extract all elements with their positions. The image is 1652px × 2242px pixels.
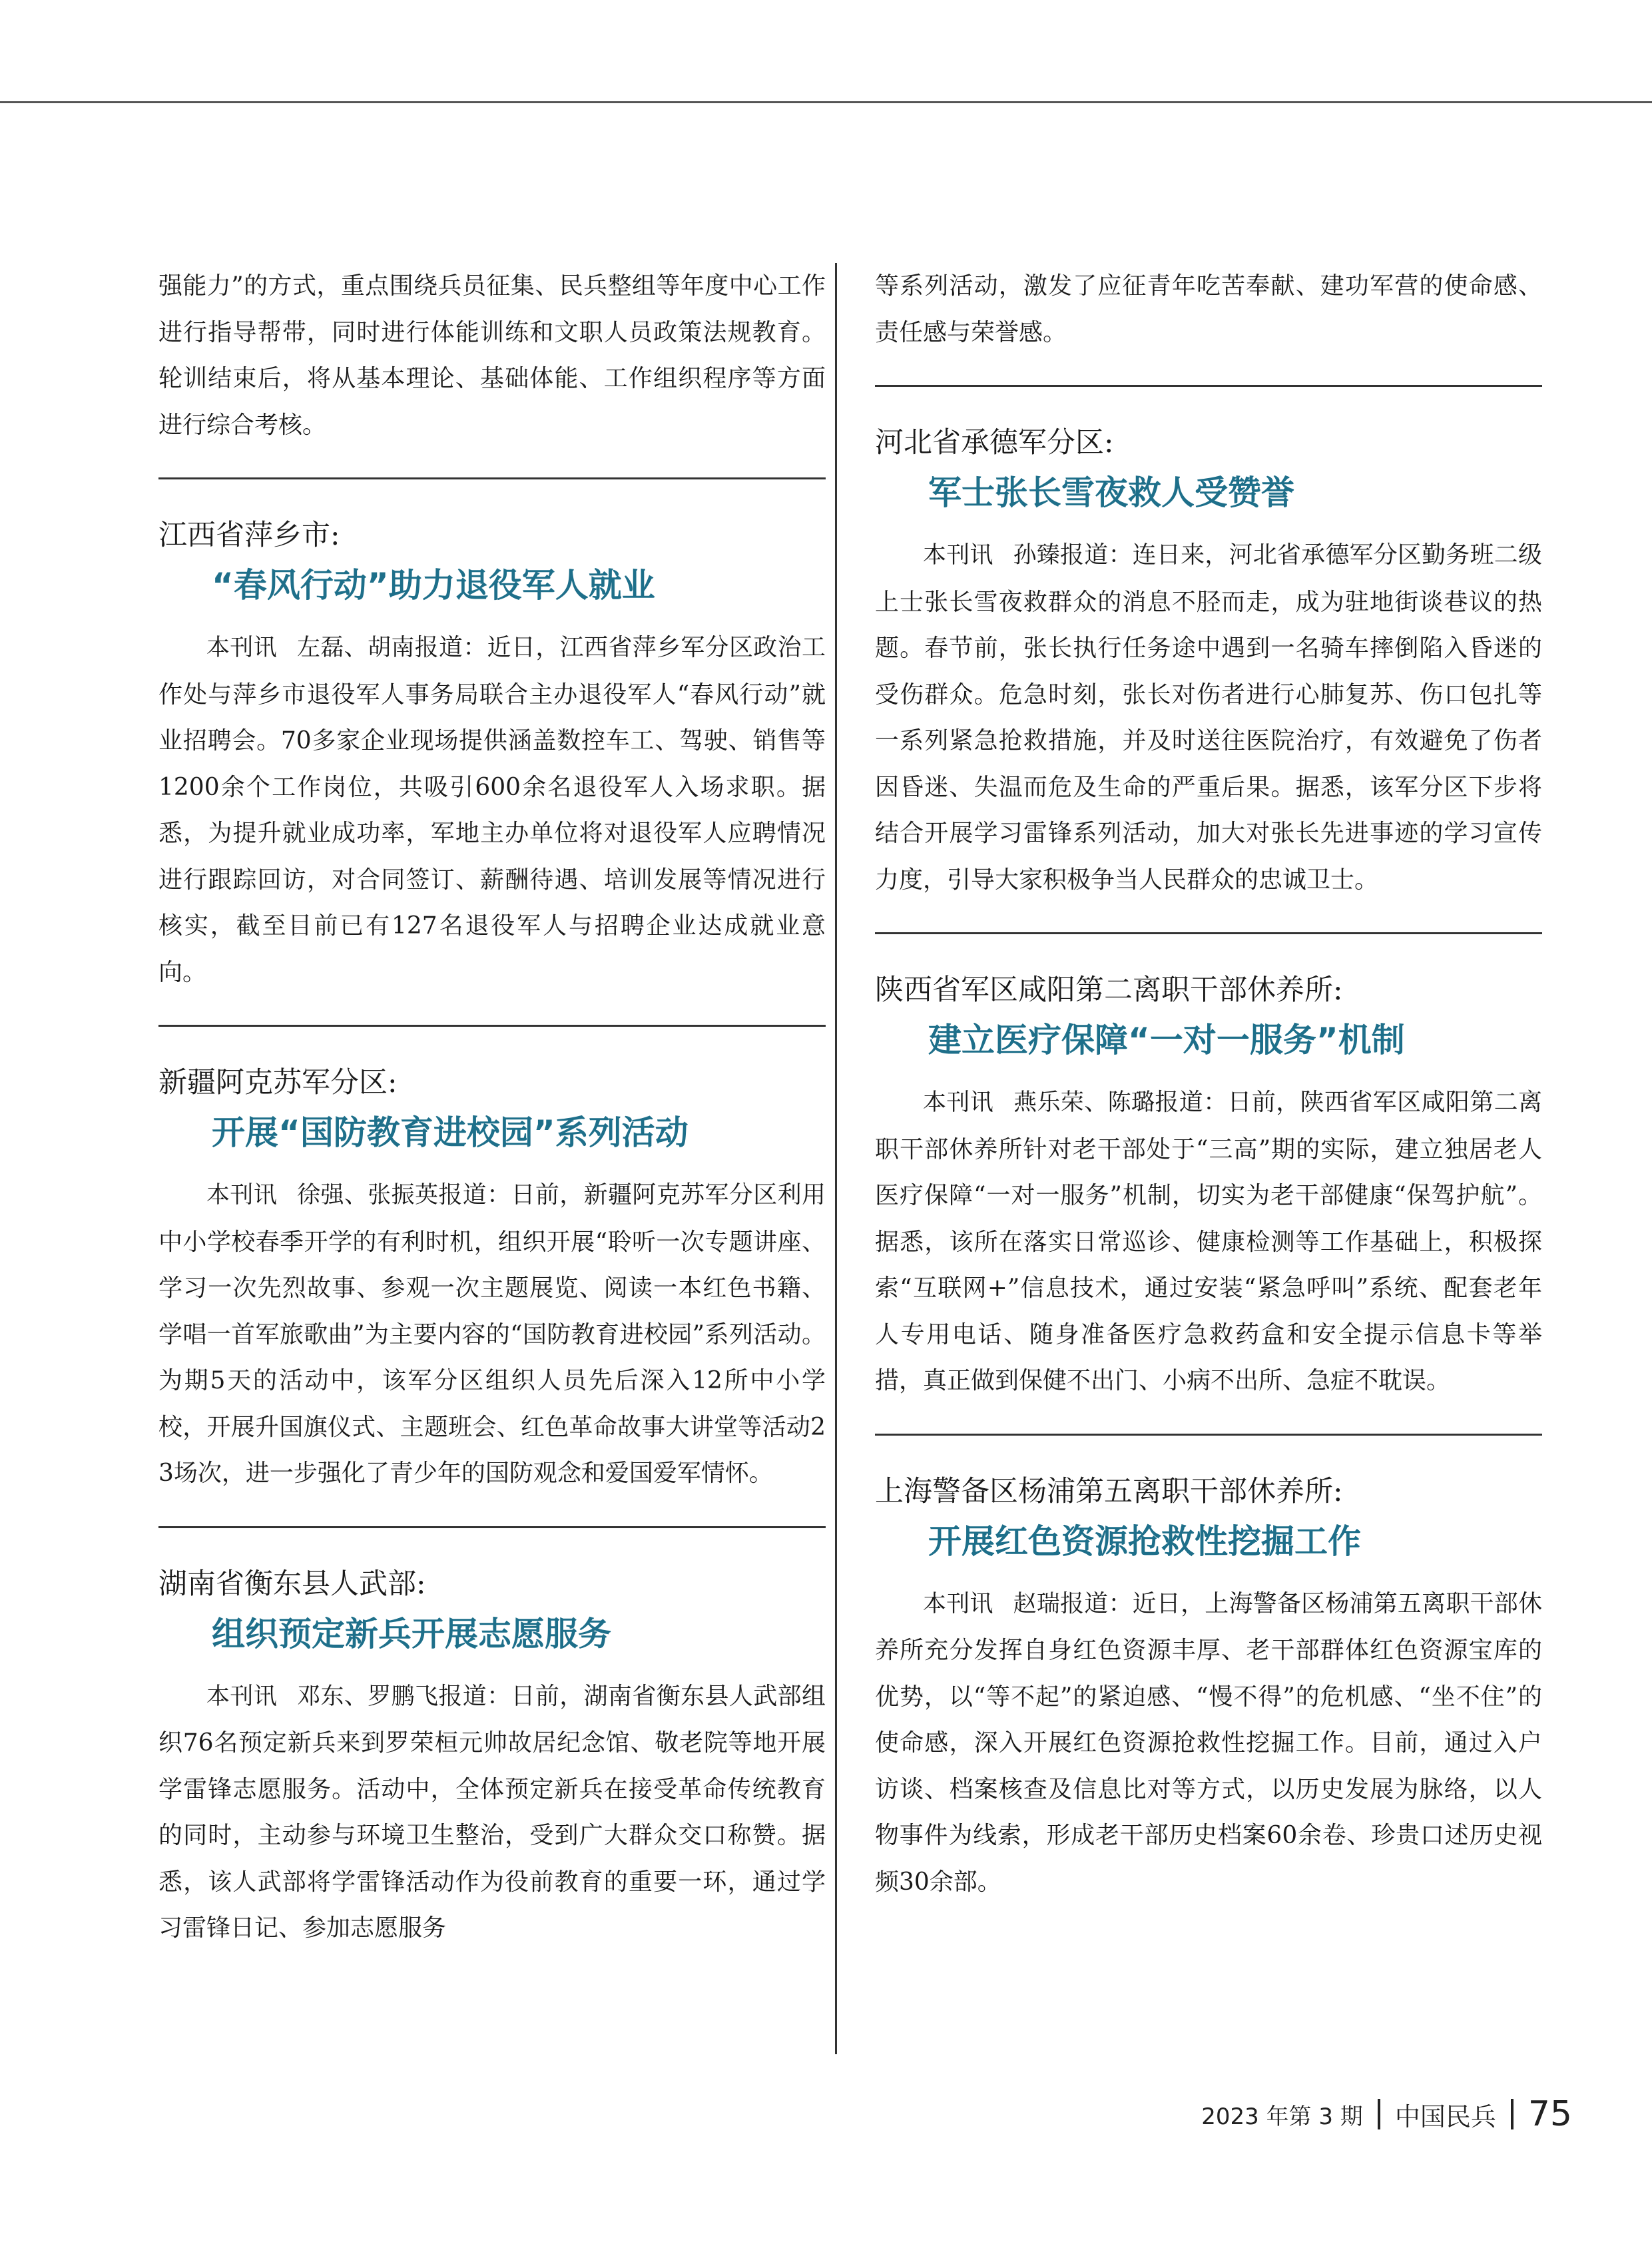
article-region: 湖南省衡东县人武部:	[158, 1567, 426, 1601]
byline-authors: 左磊、胡南	[297, 635, 415, 661]
left-intro-text: 强能力”的方式，重点围绕兵员征集、民兵整组等年度中心工作进行指导帮带，同时进行体能训练和文职人员政策法规教育。轮训结束后，将从基本理论、基础体能、工作组织程序等方面进行综合考核。	[158, 272, 826, 439]
article-text: 报道：连日来，河北省承德军分区勤务班二级上士张长雪夜救群众的消息不胫而走，成为驻地街谈巷议的热题。春节前，张长执行任务途中遇到一名骑车摔倒陷入昏迷的受伤群众。危急时刻，张长对伤者进行心肺复苏、伤口包扎等一系列紧急抢救措施，并及时送往医院治疗，有效避免了伤者因昏迷、失温而危及生命的严重后果。据悉，该军分区下步将结合开展学习雷锋系列活动，加大对张长先进事迹的学习宣传力度，引导大家积极争当人民群众的忠诚卫士。	[875, 541, 1542, 894]
left-column	[158, 263, 826, 1952]
article-shanghai	[875, 1469, 1542, 1906]
byline-authors: 孙臻	[1013, 542, 1061, 569]
section-divider	[875, 385, 1542, 387]
byline-authors: 赵瑞	[1013, 1590, 1061, 1617]
article-headline: 组织预定新兵开展志愿服务	[212, 1614, 611, 1653]
column-divider	[835, 263, 837, 2054]
article-text: 报道：日前，陕西省军区咸阳第二离职干部休养所针对老干部处于“三高”期的实际，建立独居老人医疗保障“一对一服务”机制，切实为老干部健康“保驾护航”。据悉，该所在落实日常巡诊、健康检测等工作基础上，积极探索“互联网+”信息技术，通过安装“紧急呼叫”系统、配套老年人专用电话、随身准备医疗急救药盒和安全提示信息卡等举措，真正做到保健不出门、小病不出所、急症不耽误。	[875, 1089, 1542, 1394]
byline-label: 本刊讯	[923, 542, 993, 569]
article-hunan	[158, 1561, 826, 1952]
footer-separator	[1378, 2099, 1380, 2129]
article-text: 报道：近日，上海警备区杨浦第五离职干部休养所充分发挥自身红色资源丰厚、老干部群体红色资源宝库的优势，以“等不起”的紧迫感、“慢不得”的危机感、“坐不住”的使命感，深入开展红色资源抢救性挖掘工作。目前，通过入户访谈、档案核查及信息比对等方式，以历史发展为脉络，以人物事件为线索，形成老干部历史档案60余卷、珍贵口述历史视频30余部。	[875, 1589, 1542, 1896]
article-region: 上海警备区杨浦第五离职干部休养所:	[875, 1474, 1343, 1508]
article-hebei	[875, 420, 1542, 903]
article-shaanxi	[875, 968, 1542, 1404]
article-text: 报道：近日，江西省萍乡军分区政治工作处与萍乡市退役军人事务局联合主办退役军人“春风行动”就业招聘会。70多家企业现场提供涵盖数控车工、驾驶、销售等1200余个工作岗位，共吸引600余名退役军人入场求职。据悉，为提升就业成功率，军地主办单位将对退役军人应聘情况进行跟踪回访，对合同签订、薪酬待遇、培训发展等情况进行核实，截至目前已有127名退役军人与招聘企业达成就业意向。	[158, 634, 826, 986]
byline-label: 本刊讯	[206, 1683, 278, 1710]
article-headline: “春风行动”助力退役军人就业	[212, 566, 655, 605]
page-number: 75	[1527, 2094, 1572, 2134]
footer-separator	[1511, 2099, 1514, 2129]
article-region: 江西省萍乡市:	[158, 519, 340, 552]
article-body	[158, 1673, 826, 1952]
article-text: 报道：日前，湖南省衡东县人武部组织76名预定新兵来到罗荣桓元帅故居纪念馆、敬老院等地开展学雷锋志愿服务。活动中，全体预定新兵在接受革命传统教育的同时，主动参与环境卫生整治，受到广大群众交口称赞。据悉，该人武部将学雷锋活动作为役前教育的重要一环，通过学习雷锋日记、参加志愿服务	[158, 1682, 826, 1942]
right-column	[875, 263, 1542, 1905]
byline-label: 本刊讯	[923, 1590, 993, 1617]
top-rule	[0, 101, 1652, 103]
article-headline: 开展红色资源抢救性挖掘工作	[928, 1522, 1361, 1561]
byline-authors: 邓东、罗鹏飞	[297, 1683, 439, 1710]
article-body	[875, 532, 1542, 903]
section-divider	[158, 477, 826, 479]
article-headline: 开展“国防教育进校园”系列活动	[212, 1113, 688, 1152]
article-body	[875, 1581, 1542, 1906]
section-divider	[158, 1025, 826, 1027]
article-xinjiang	[158, 1060, 826, 1497]
article-jiangxi	[158, 513, 826, 995]
article-body	[158, 625, 826, 995]
magazine-name: 中国民兵	[1394, 2102, 1496, 2131]
byline-authors: 燕乐荣、陈璐	[1013, 1089, 1155, 1116]
byline-label: 本刊讯	[923, 1089, 994, 1116]
section-divider	[875, 932, 1542, 934]
article-region: 新疆阿克苏军分区:	[158, 1066, 398, 1099]
article-body	[158, 1172, 826, 1497]
section-divider	[158, 1526, 826, 1528]
article-text: 报道：日前，新疆阿克苏军分区利用中小学校春季开学的有利时机，组织开展“聆听一次专题讲座、学习一次先烈故事、参观一次主题展览、阅读一本红色书籍、学唱一首军旅歌曲”为主要内容的“国防教育进校园”系列活动。为期5天的活动中，该军分区组织人员先后深入12所中小学校，开展升国旗仪式、主题班会、红色革命故事大讲堂等活动23场次，进一步强化了青少年的国防观念和爱国爱军情怀。	[158, 1181, 826, 1487]
article-region: 河北省承德军分区:	[875, 426, 1114, 459]
byline-label: 本刊讯	[206, 1182, 278, 1209]
article-region: 陕西省军区咸阳第二离职干部休养所:	[875, 974, 1343, 1007]
section-divider	[875, 1434, 1542, 1436]
article-headline: 军士张长雪夜救人受赞誉	[928, 473, 1294, 512]
issue-label: 2023 年第 3 期	[1201, 2103, 1363, 2130]
byline-authors: 徐强、张振英	[297, 1182, 439, 1209]
page-footer	[1201, 2091, 1572, 2137]
article-headline: 建立医疗保障“一对一服务”机制	[928, 1021, 1405, 1059]
right-intro-text: 等系列活动，激发了应征青年吃苦奉献、建功军营的使命感、责任感与荣誉感。	[875, 272, 1542, 346]
byline-label: 本刊讯	[206, 635, 277, 661]
article-body	[875, 1079, 1542, 1404]
